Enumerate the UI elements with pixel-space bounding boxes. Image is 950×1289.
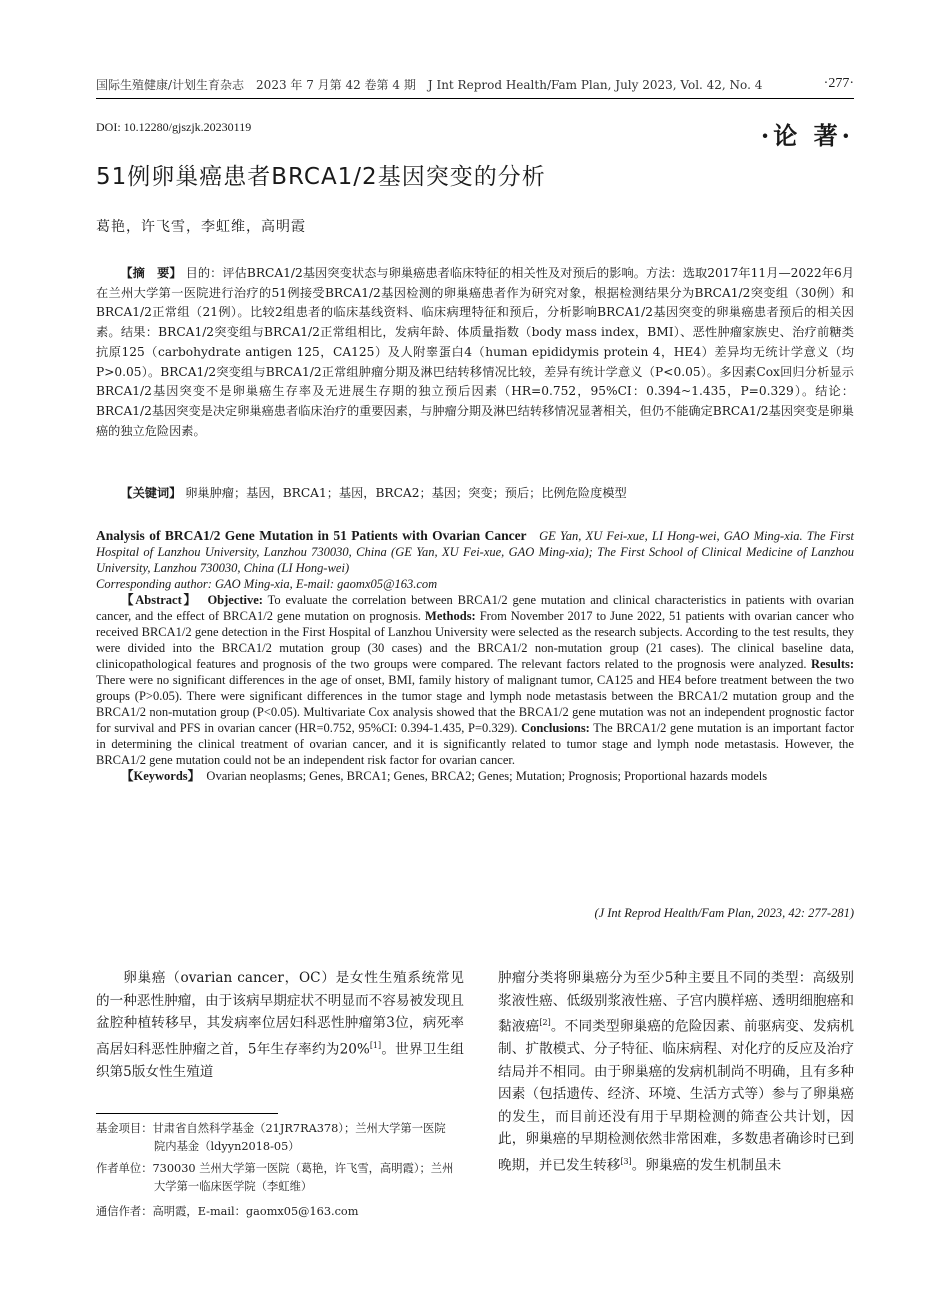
fund-text-cont: 院内基金（ldyyn2018-05）: [154, 1139, 300, 1153]
keywords-cn-text: 卵巢肿瘤；基因，BRCA1；基因，BRCA2；基因；突变；预后；比例危险度模型: [185, 486, 627, 500]
keywords-cn: [96, 484, 854, 503]
running-header: 国际生殖健康/计划生育杂志 2023 年 7 月第 42 卷第 4 期 J Int Reprod Health/Fam Plan, July 2023, Vol. 42, No. 4: [96, 78, 763, 92]
footnote-fund: [96, 1120, 464, 1155]
keywords-cn-label: 【关键词】: [120, 486, 182, 500]
results-text: There were no significant differences in the age of onset, BMI, family history of malignant tumor, CA125 and HE4 before treatment between the two groups (P>0.05). There were significant differences in the tumor stage and lymph node metastasis between the BRCA1/2 mutation group and the BRCA1/2 non-mutation group (P<0.05). Multivariate Cox analysis showed that the BRCA1/2 gene mutation was not an independent prognostic factor for survival and PFS in ovarian cancer (HR=0.752, 95%CI: 0.394-1.435, P=0.329).: [96, 673, 854, 735]
abstract-en-label: 【Abstract】: [121, 593, 198, 607]
unit-label: 作者单位：: [96, 1162, 153, 1175]
corresponding-author-en: Corresponding author: GAO Ming-xia, E-mail: gaomx05@163.com: [96, 577, 438, 591]
footnote-corresponding: [96, 1203, 464, 1221]
results-label: Results:: [810, 657, 855, 671]
ref-2[interactable]: [2]: [539, 1018, 551, 1027]
corr-label: 通信作者：: [96, 1205, 153, 1218]
methods-label: Methods:: [425, 609, 476, 623]
fund-text: 甘肃省自然科学基金（21JR7RA378）；兰州大学第一医院: [152, 1122, 446, 1135]
article-title: 51例卵巢癌患者BRCA1/2基因突变的分析: [96, 164, 546, 190]
body-right-b: 。不同类型卵巢癌的危险因素、前驱病变、发病机制、扩散模式、分子特征、临床病程、对化疗的反应及治疗结局并不相同。由于卵巢癌的发病机制尚不明确，且有多种因素（包括遗传、经济、环境、生活方式等）参与了卵巢癌的发生，而目前还没有用于早期检测的筛查公共计划，因此，卵巢癌的早期检测依然非常困难，多数患者确诊时已到晚期，并已发生转移: [498, 1018, 854, 1174]
english-title: Analysis of BRCA1/2 Gene Mutation in 51 Patients with Ovarian Cancer: [96, 528, 527, 543]
abstract-cn: [96, 264, 854, 441]
ref-3[interactable]: [3]: [620, 1156, 632, 1166]
citation: [594, 906, 854, 921]
page-number: ·277·: [823, 76, 854, 91]
abstract-en: [96, 528, 854, 784]
doi[interactable]: DOI: 10.12280/gjszjk.20230119: [96, 120, 252, 134]
footnote-unit: [96, 1160, 464, 1195]
methods-text: From November 2017 to June 2022, 51 patients with ovarian cancer who received BRCA1/2 gene detection in the First Hospital of Lanzhou University were selected as the research subjects. According to the test results, they were divided into the BRCA1/2 mutation group (30 cases) and the BRCA1/2 non-mutation group (21 cases). The clinical baseline data, clinicopathological features and prognosis of the two groups were compared. The relevant factors related to the prognosis were analyzed.: [96, 609, 855, 671]
citation-text: (J Int Reprod Health/Fam Plan, 2023, 42: 277-281): [594, 906, 854, 920]
abstract-cn-label: 【摘 要】: [120, 266, 182, 280]
keywords-en-text: Ovarian neoplasms; Genes, BRCA1; Genes, BRCA2; Genes; Mutation; Prognosis; Proportional hazards models: [206, 769, 768, 783]
footnote-rule: [96, 1113, 278, 1114]
body-right-c: 。卵巢癌的发生机制虽未: [631, 1157, 782, 1174]
author-list: 葛艳，许飞雪，李虹维，高明霞: [96, 219, 306, 235]
objective-label: Objective:: [207, 593, 263, 607]
objective-text: To evaluate the correlation between BRCA1/2 gene mutation and clinical characteristics in patients with ovarian cancer, and the effect of BRCA1/2 gene mutation on prognosis.: [96, 593, 854, 623]
ref-1[interactable]: [1]: [369, 1040, 382, 1050]
conclusions-text: The BRCA1/2 gene mutation is an important factor in determining the clinical treatment of ovarian cancer, and it is significantly related to tumor stage and lymph node metastasis. However, the BRCA1/2 gene mutation could not be an independent risk factor for ovarian cancer.: [96, 721, 854, 767]
body-right-a: 肿瘤分类将卵巢癌分为至少5种主要且不同的类型：高级别浆液性癌、低级别浆液性癌、子宫内膜样癌、透明细胞癌和黏液癌: [498, 970, 854, 1035]
unit-text-cont: 大学第一临床医学院（李虹维）: [154, 1179, 313, 1193]
intro-tail: 。世界卫生组织第5版女性生殖道: [96, 1041, 464, 1080]
conclusions-label: Conclusions:: [521, 721, 590, 735]
column-label: ·论 著·: [760, 121, 854, 150]
abstract-cn-text: 目的：评估BRCA1/2基因突变状态与卵巢癌患者临床特征的相关性及对预后的影响。方法：选取2017年11月—2022年6月在兰州大学第一医院进行治疗的51例接受BRCA1/2基因检测的卵巢癌患者作为研究对象，根据检测结果分为BRCA1/2突变组（30例）和BRCA1/2正常组（21例）。比较2组患者的临床基线资料、临床病理特征和预后，分析影响BRCA1/2基因突变的卵巢癌患者预后的相关因素。结果：BRCA1/2突变组与BRCA1/2正常组相比，发病年龄、体质量指数（body mass index，BMI）、恶性肿瘤家族史、治疗前糖类抗原125（carbohydrate antigen 125，CA125）及人附睾蛋白4（human epididymis protein 4，HE4）差异均无统计学意义（均P>0.05）。BRCA1/2突变组与BRCA1/2正常组肿瘤分期及淋巴结转移情况比较，差异有统计学意义（P<0.05）。多因素Cox回归分析显示BRCA1/2基因突变不是卵巢癌生存率及无进展生存期的独立预后因素（HR=0.752，95%CI：0.394~1.435，P=0.329）。结论：BRCA1/2基因突变是决定卵巢癌患者临床治疗的重要因素，与肿瘤分期及淋巴结转移情况显著相关，但仍不能确定BRCA1/2基因突变是卵巢癌的独立危险因素。: [96, 266, 855, 438]
english-affiliation: GE Yan, XU Fei-xue, LI Hong-wei, GAO Ming-xia. The First Hospital of Lanzhou University, Lanzhou 730030, China (GE Yan, XU Fei-xue, GAO Ming-xia); The First School of Clinical Medicine of Lanzhou University, Lanzhou 730030, China (LI Hong-wei): [96, 529, 855, 575]
body-column-left: [96, 967, 464, 1083]
body-column-right: [498, 967, 854, 1177]
intro-paragraph: 卵巢癌（ovarian cancer，OC）是女性生殖系统常见的一种恶性肿瘤，由于该病早期症状不明显而不容易被发现且盆腔种植转移早，其发病率位居妇科恶性肿瘤第3位，病死率高居妇科恶性肿瘤之首，5年生存率约为20%: [96, 970, 464, 1058]
header-rule: [96, 98, 854, 99]
fund-label: 基金项目：: [96, 1122, 153, 1135]
unit-text: 730030 兰州大学第一医院（葛艳，许飞雪，高明霞）；兰州: [152, 1162, 454, 1175]
keywords-en-label: 【Keywords】: [121, 769, 201, 783]
corr-text: 高明霞，E-mail：gaomx05@163.com: [152, 1205, 359, 1218]
